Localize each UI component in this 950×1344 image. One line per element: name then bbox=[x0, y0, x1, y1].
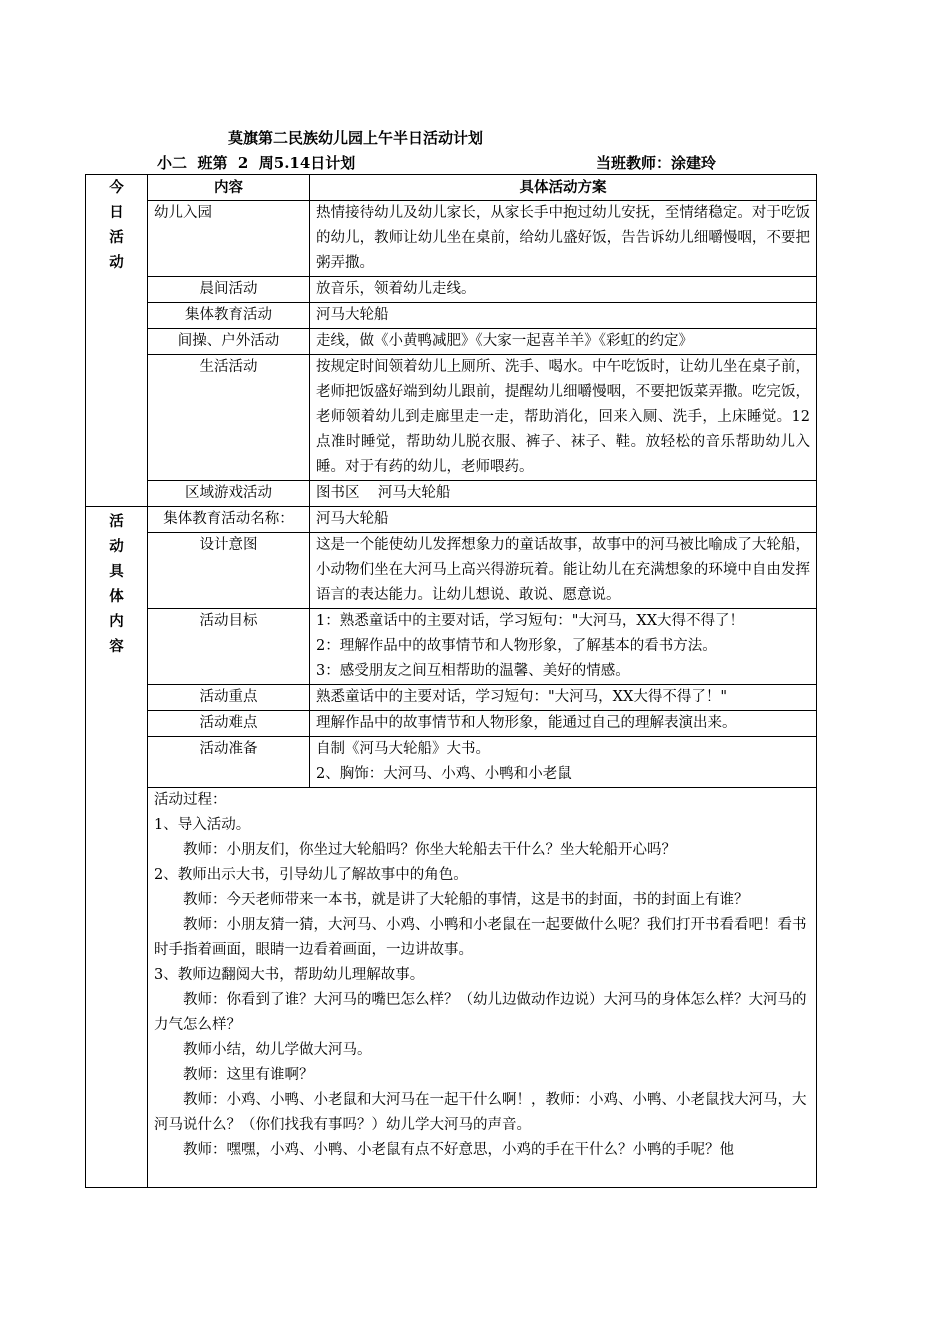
side-char: 今 bbox=[109, 179, 124, 196]
process-line: 教师：你看到了谁？大河马的嘴巴怎么样？（幼儿边做动作边说）大河马的身体怎么样？大河马的力气怎么样？ bbox=[154, 992, 807, 1033]
row-text: 放音乐，领着幼儿走线。 bbox=[310, 277, 817, 303]
goal-line: 2：理解作品中的故事情节和人物形象，了解基本的看书方法。 bbox=[316, 638, 717, 654]
detail-label: 设计意图 bbox=[148, 533, 310, 609]
detail-label: 活动目标 bbox=[148, 609, 310, 685]
header-plan: 具体活动方案 bbox=[310, 175, 817, 201]
row-label: 区域游戏活动 bbox=[148, 481, 310, 507]
row-text: 走线，做《小黄鸭减肥》《大家一起喜羊羊》《彩虹的约定》 bbox=[310, 329, 817, 355]
process-line: 3、教师边翻阅大书，帮助幼儿理解故事。 bbox=[154, 967, 425, 983]
process-line: 教师：嘿嘿，小鸡、小鸭、小老鼠有点不好意思，小鸡的手在干什么？小鸭的手呢？他 bbox=[183, 1142, 734, 1158]
detail-lines bbox=[310, 609, 817, 685]
row-label: 集体教育活动 bbox=[148, 303, 310, 329]
side-char: 活 bbox=[109, 513, 124, 530]
activity-process bbox=[148, 788, 817, 1188]
teacher-info: 当班教师：涂建玲 bbox=[596, 154, 717, 172]
detail-text: 这是一个能使幼儿发挥想象力的童话故事，故事中的河马被比喻成了大轮船，小动物们坐在大河马上高兴得游玩着。能让幼儿在充满想象的环境中自由发挥语言的表达能力。让幼儿想说、敢说、愿意说。 bbox=[310, 533, 817, 609]
process-line: 教师：小朋友猜一猜，大河马、小鸡、小鸭和小老鼠在一起要做什么呢？我们打开书看看吧！看书时手指着画面，眼睛一边看着画面，一边讲故事。 bbox=[154, 917, 807, 958]
prep-line: 自制《河马大轮船》大书。 bbox=[316, 741, 490, 757]
detail-text: 熟悉童话中的主要对话，学习短句："大河马，XX大得不得了！" bbox=[310, 685, 817, 711]
detail-label: 活动难点 bbox=[148, 711, 310, 737]
side-char: 具 bbox=[109, 563, 124, 580]
plan-table bbox=[85, 174, 817, 1188]
row-label: 间操、户外活动 bbox=[148, 329, 310, 355]
header-content: 内容 bbox=[148, 175, 310, 201]
row-text: 热情接待幼儿及幼儿家长，从家长手中抱过幼儿安抚，至情绪稳定。对于吃饭的幼儿，教师让幼儿坐在桌前，给幼儿盛好饭，告告诉幼儿细嚼慢咽，不要把粥弄撒。 bbox=[310, 201, 817, 277]
process-line: 1、导入活动。 bbox=[154, 817, 251, 833]
prep-line: 2、胸饰：大河马、小鸡、小鸭和小老鼠 bbox=[316, 766, 572, 782]
row-label: 晨间活动 bbox=[148, 277, 310, 303]
side-char: 活 bbox=[109, 229, 124, 246]
process-line: 活动过程： bbox=[154, 792, 227, 808]
class-info: 小二 班第 2 周5.14日计划 bbox=[157, 154, 356, 172]
row-text: 按规定时间领着幼儿上厕所、洗手、喝水。中午吃饭时，让幼儿坐在桌子前，老师把饭盛好端到幼儿跟前，提醒幼儿细嚼慢咽，不要把饭菜弄撒。吃完饭，老师领着幼儿到走廊里走一走，帮助消化，回来入厕、洗手，上床睡觉。12点准时睡觉，帮助幼儿脱衣服、裤子、袜子、鞋。放轻松的音乐帮助幼儿入睡。对于有药的幼儿，老师喂药。 bbox=[310, 355, 817, 481]
detail-label: 活动准备 bbox=[148, 737, 310, 788]
document-title: 莫旗第二民族幼儿园上午半日活动计划 bbox=[228, 129, 484, 147]
side-char: 动 bbox=[109, 538, 124, 555]
row-label: 生活活动 bbox=[148, 355, 310, 481]
detail-label: 集体教育活动名称： bbox=[148, 507, 310, 533]
process-line: 教师：今天老师带来一本书，就是讲了大轮船的事情，这是书的封面，书的封面上有谁？ bbox=[183, 892, 749, 908]
row-text: 河马大轮船 bbox=[310, 303, 817, 329]
detail-text: 理解作品中的故事情节和人物形象，能通过自己的理解表演出来。 bbox=[310, 711, 817, 737]
side-label-detail bbox=[86, 507, 148, 1188]
detail-text: 河马大轮船 bbox=[310, 507, 817, 533]
side-char: 内 bbox=[109, 613, 124, 630]
process-line: 教师：这里有谁啊？ bbox=[183, 1067, 314, 1083]
process-line: 教师：小鸡、小鸭、小老鼠和大河马在一起干什么啊！，教师：小鸡、小鸭、小老鼠找大河马，大河马说什么？（你们找我有事吗？）幼儿学大河马的声音。 bbox=[154, 1092, 807, 1133]
detail-label: 活动重点 bbox=[148, 685, 310, 711]
process-line: 2、教师出示大书，引导幼儿了解故事中的角色。 bbox=[154, 867, 468, 883]
goal-line: 3：感受朋友之间互相帮助的温馨、美好的情感。 bbox=[316, 663, 630, 679]
side-char: 日 bbox=[109, 204, 124, 221]
goal-line: 1：熟悉童话中的主要对话，学习短句："大河马，XX大得不得了！ bbox=[316, 613, 745, 629]
detail-lines bbox=[310, 737, 817, 788]
row-text: 图书区 河马大轮船 bbox=[310, 481, 817, 507]
side-char: 体 bbox=[109, 588, 124, 605]
process-line: 教师：小朋友们，你坐过大轮船吗？你坐大轮船去干什么？坐大轮船开心吗？ bbox=[183, 842, 676, 858]
side-char: 动 bbox=[109, 254, 124, 271]
row-label: 幼儿入园 bbox=[148, 201, 310, 277]
side-label-today bbox=[86, 175, 148, 507]
process-line: 教师小结，幼儿学做大河马。 bbox=[183, 1042, 372, 1058]
side-char: 容 bbox=[109, 638, 124, 655]
